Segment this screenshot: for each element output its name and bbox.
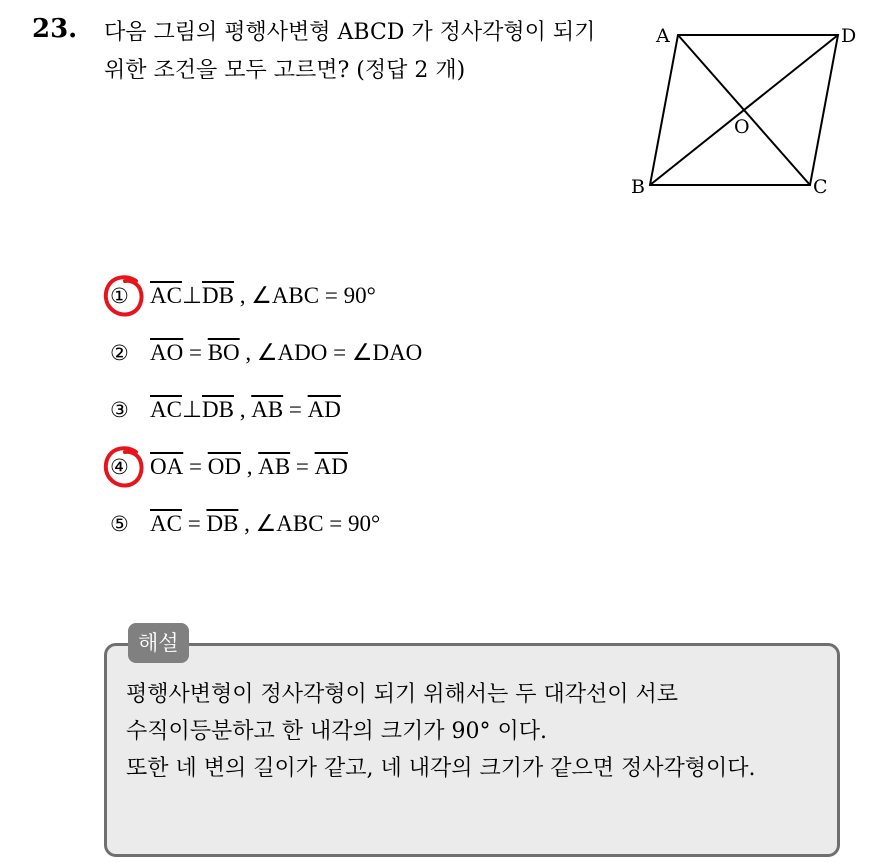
choice-text: = [183,454,208,479]
segment-notation: $\overline{AD}$ [314,454,348,479]
choice-text: , ∠ADO = ∠DAO [239,340,423,365]
explanation-line: 또한 네 변의 길이가 같고, 네 내각의 크기가 같으면 정사각형이다. [126,756,756,781]
choice-text: , ∠ABC = 90° [233,283,376,308]
choice-text: ⊥ [181,283,202,308]
choice-marker: ② [110,341,129,365]
segment-notation: $\overline{BO}$ [207,340,240,365]
segment-notation: $\overline{AC}$ [150,511,182,536]
segment-notation: $\overline{AB}$ [251,397,284,422]
choice-text: , [240,454,259,479]
segment-notation: $\overline{DB}$ [206,511,239,536]
choice-text: = [183,340,208,365]
explanation-title: 해설 [128,623,189,663]
segment-notation: $\overline{OD}$ [207,454,241,479]
explanation-body [126,676,826,787]
label-b: B [631,176,645,198]
segment-notation: $\overline{DB}$ [202,397,234,422]
segment-notation: $\overline{AO}$ [150,340,184,365]
label-c: C [813,176,828,198]
choice-2[interactable] [110,333,422,373]
choice-text: = [290,454,315,479]
choice-text: = [283,397,308,422]
segment-notation: $\overline{DB}$ [202,283,234,308]
choice-text: = [181,511,207,536]
parallelogram-figure [630,20,870,200]
segment-notation: $\overline{AC}$ [150,397,182,422]
choice-text: ⊥ [181,397,202,422]
choice-text: , ∠ABC = 90° [238,511,381,536]
question-text: 다음 그림의 평행사변형 ABCD 가 정사각형이 되기 위한 조건을 모두 고르면? (정답 2 개) [104,20,596,83]
segment-notation: $\overline{AC}$ [150,283,182,308]
label-o: O [734,116,750,138]
choice-3[interactable] [110,390,341,430]
choice-marker: ④ [110,455,129,479]
segment-notation: $\overline{AD}$ [307,397,341,422]
choice-text: , [233,397,252,422]
choice-1[interactable] [110,276,376,316]
choice-4[interactable] [110,447,348,487]
explanation-line: 평행사변형이 정사각형이 되기 위해서는 두 대각선이 서로 수직이등분하고 한 내각의 크기가 90° 이다. [126,682,679,744]
choice-5[interactable] [110,504,380,544]
choice-marker: ③ [110,398,129,422]
diagonal-bd [650,35,838,185]
segment-notation: $\overline{OA}$ [150,454,184,479]
question-number: 23. [32,14,78,44]
label-a: A [656,25,670,47]
choice-marker: ⑤ [110,512,129,536]
choice-marker: ① [110,284,129,308]
label-d: D [841,25,857,47]
segment-notation: $\overline{AB}$ [258,454,291,479]
